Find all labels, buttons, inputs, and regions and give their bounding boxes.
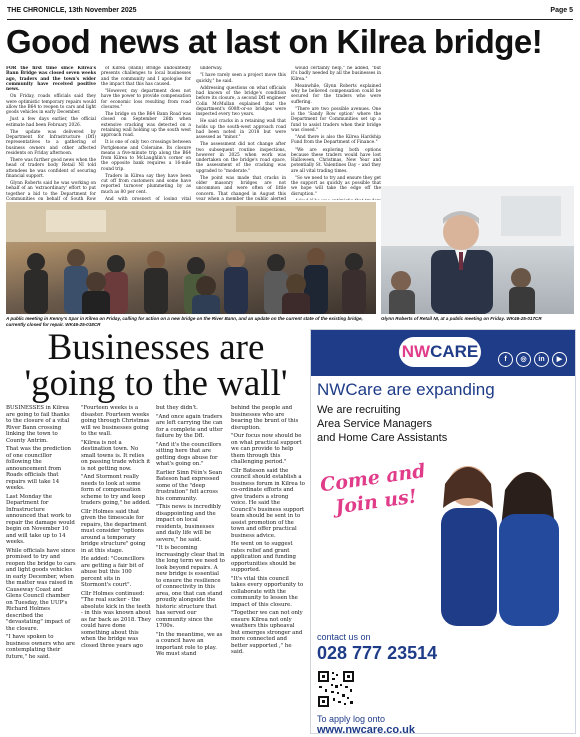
nwcare-logo xyxy=(399,337,481,367)
social-icons xyxy=(495,346,567,367)
linkedin-icon[interactable]: in xyxy=(534,352,549,367)
paragraph: Meanwhile, Glynn Roberts explained why he believed compensation could be secured for the traders who were suffering. xyxy=(291,83,381,105)
story1-column-3 xyxy=(196,66,286,200)
paragraph: "And there is also the Kilrea Hardship Fund from the Department of Finance." xyxy=(291,135,381,146)
advert-recruiting-lines xyxy=(317,403,447,445)
paragraph: Glynn Roberts said he was working on behalf of an 'extraordinary' effort to put together a bid to the Department for Communities on behalf of South Row xyxy=(6,181,96,200)
paragraph xyxy=(291,199,381,200)
story2-column-2 xyxy=(81,405,151,732)
meeting-photo-caption: A public meeting in Kenny's Spar in Kilrea on Friday, calling for action on a new bridge on the River Bann, and an update on the current state of the existing bridge, currently closed for repair. WK46-25-018CR xyxy=(6,316,363,327)
instagram-icon[interactable]: ◎ xyxy=(516,352,531,367)
nwcare-advert[interactable] xyxy=(310,329,576,734)
paragraph: "Together we can not only ensure Kilrea not only weathers this upheaval but emerges stronger and more connected and better supported ," he said. xyxy=(231,610,303,655)
paragraph: The update was delivered by Department for Infrastructure (DfI) representatives to a gathering of business owners and other affected residents on Friday afternoon. xyxy=(6,129,96,156)
paragraph: "This news is incredibly disappointing and the impact on local residents, businesses and daily life will be severe," he said. xyxy=(156,504,222,543)
paragraph: underway. xyxy=(200,66,223,71)
paragraph: The point was made that cracks in older masonry bridges are not uncommon and were often of little concern. That changed in August this year when a member the public alerted xyxy=(196,175,286,200)
come-and-join-us-slogan: Come and Join us! xyxy=(318,459,427,519)
facebook-icon[interactable]: f xyxy=(498,352,513,367)
paragraph: "Kilrea is not a destination town. No small towns is. It relies on passing trade which it is not getting now. xyxy=(81,439,151,472)
publication-dateline: THE CHRONICLE, 13th November 2025 xyxy=(7,7,137,14)
paragraph: "So we need to try and ensure they get the support as quickly as possible that we hope will take the edge off the disruption." xyxy=(291,175,381,197)
paragraph: "However, my department does not have the power to provide compensation for economic loss resulting from road closures." xyxy=(101,89,191,110)
story2-headline: Businesses are 'going to the wall' xyxy=(24,327,288,404)
advert-line-3: and Home Care Assistants xyxy=(317,432,448,444)
paragraph: of Kilrea (Bann) Bridge undoubtedly presents challenges to local businesses and the community and I apologise for the impact that this has caused. xyxy=(101,66,191,87)
story2-column-1 xyxy=(6,405,76,732)
glynn-roberts-caption: Glynn Roberts of Retail NI, at a public meeting on Friday. WK46-25-017CR xyxy=(381,316,542,321)
glynn-roberts-photo xyxy=(381,186,574,314)
paragraph: "I have spoken to business owners who are contemplating their future," he said. xyxy=(6,634,75,660)
paragraph: Just a few days earlier, the official estimate had been February 2026. xyxy=(6,117,96,128)
paragraph: "Our focus now should be on what practical support we can provide to help them through this challenging period." xyxy=(231,433,302,465)
staff-photo-illustration xyxy=(423,448,573,626)
page-number: Page 5 xyxy=(550,7,573,14)
story1-column-1 xyxy=(6,66,96,200)
paragraph: "I have rarely seen a project move this quickly," he said. xyxy=(196,73,286,84)
paragraph: Cllr Holmes continued: "The real sucker - the absolute kick in the teeth - in this was known about as far back as 2018. They could have done something about this when the bridge was closed three years ago xyxy=(81,590,151,649)
paragraph: That was the prediction of one councillor following the announcement from Roads officials that repairs will take 14 weeks. xyxy=(6,446,72,491)
paragraph: Cllr Bateson said the council should establish a business forum in Kilrea to co-ordinate efforts and give traders a strong voice. He said the Council's business support team should be sent in to assist promotion of the town and offer practical business advice. xyxy=(231,467,305,539)
phone-number[interactable]: 028 777 23514 xyxy=(317,643,438,663)
paragraph: On Friday, roads officials said they were optimistic temporary repairs would allow the B64 to reopen to cars and light goods vehicles in early December. xyxy=(6,94,96,115)
meeting-photo-illustration xyxy=(6,202,376,314)
paragraph: behind the people and businesses who are bearing the brunt of this disruption. xyxy=(231,405,299,431)
advert-line-1: We are recruiting xyxy=(317,404,401,416)
paragraph: The bridge on the B64 Bann Road was closed on September 26th when extensive cracking was detected on a retaining wall holding up the south west approach road. xyxy=(101,112,191,138)
apply-info xyxy=(317,714,415,734)
qr-code-icon[interactable] xyxy=(317,670,355,708)
paragraph: "In the meantime, we as a council have an important role to play. We must stand xyxy=(156,631,223,657)
main-headline: Good news at last on Kilrea bridge! xyxy=(6,23,543,60)
contact-label: contact us on xyxy=(317,632,371,642)
advert-banner xyxy=(311,330,575,376)
meeting-photo xyxy=(6,202,376,314)
advert-line-2: Area Service Managers xyxy=(317,418,432,430)
paragraph: Cllr Holmes said that given the timescale for repairs, the department must consider "options around a temporary bridge structure" going in at this stage. xyxy=(81,508,147,554)
page-header xyxy=(7,5,573,20)
paragraph: "Fourteen weeks is a disaster. Fourteen weeks going through Christmas will we businesses going to the wall. xyxy=(81,405,150,437)
paragraph: There was further good news when the head of traders body Retail NI told attendees he was confident of securing financial support. xyxy=(6,158,96,179)
paragraph: It is one of only two crossings between Portglenone and Coleraine. Its closure means a five-minute trip along the B64 from Kilrea to McLaughlin's corner on the opposite bank requires a 16-mile round trip. xyxy=(101,140,191,172)
website-link[interactable]: www.nwcare.co.uk xyxy=(317,724,416,734)
paragraph: He added: "Councillors are getting a fair bit of abuse but this 100 percent sits in Stormont's court". xyxy=(81,556,145,588)
logo-prefix: NW xyxy=(401,342,431,361)
glynn-roberts-photo-illustration xyxy=(381,186,574,314)
paragraph: Traders in Kilrea say they have been cut off from customers and some have reported turnover plummeting by as much as 80 per cent. xyxy=(101,173,191,195)
paragraph: "And Stormont really needs to look at some form of compensation scheme to try and keep traders going," he added. xyxy=(81,474,151,506)
story1-column-2 xyxy=(101,66,191,200)
story1-column-4 xyxy=(291,66,381,200)
paragraph: He said cracks in a retaining wall that holds up the south-west approach road had been noted in 2018 but were assessed as "minor." xyxy=(196,119,286,140)
apply-label: To apply log onto xyxy=(317,714,386,724)
story2-column-4 xyxy=(231,405,305,732)
paragraph: The assessment did not change after two subsequent routine inspections, however in 2025 when work was undertaken on the bridge's road space, the assessment of the cracking was upgraded to "moderate." xyxy=(196,142,286,174)
paragraph: Last Monday the Department for Infrastructure announced that work to repair the damage would begin on November 10 and will take up to 14 weeks. xyxy=(6,493,75,545)
paragraph: He went on to suggest rates relief and grant application and funding opportunities should be supported. xyxy=(231,541,297,573)
paragraph: but they didn't. xyxy=(156,405,198,411)
paragraph: would certainly help," he added, "but it's badly needed by all the businesses in Kilrea." xyxy=(291,66,381,82)
paragraph: "It is becoming increasingly clear that in the long term we need to look beyond repairs. A new bridge is essential to ensure the resilience of connectivity in this area, one that can stand proudly alongside the historic structure that has served our community since the 1700s. xyxy=(156,545,225,629)
staff-photo xyxy=(423,448,573,626)
paragraph: While officials have since promised to try and reopen the bridge to cars and light goods vehicles in early December, when the matter was raised in Causeway Coast and Glens Council chamber on Tuesday, the UUP's Richard Holmes described the "devastating" impact of the closure. xyxy=(6,547,76,632)
story2-column-3 xyxy=(156,405,226,732)
advert-headline: NWCare are expanding xyxy=(317,380,495,399)
qr-code-graphic xyxy=(317,670,355,708)
paragraph: "There are two possible avenues. One is the 'Sandy Row option' where the Department for Communities set up a fund to assist traders when their bridge was closed." xyxy=(291,106,381,133)
paragraph: "It's vital this council takes every opportunity to collaborate with the community to lessen the impact of this closure. xyxy=(231,575,304,608)
logo-suffix: CARE xyxy=(430,342,479,361)
paragraph: FOR the first time since Kilrea's Bann Bridge was closed seven weeks ago, traders and the town's wider community have received positive news. xyxy=(6,66,96,92)
paragraph: And with prospect of losing vital xyxy=(105,196,191,200)
paragraph: "And it's the councillors sitting here that are getting dogs abuse for what's going on." xyxy=(156,441,222,467)
paragraph: Earlier Sinn Féin's Sean Bateson had expressed some of the "deep frustration" felt across his community. xyxy=(156,469,223,502)
paragraph: BUSINESSES in Kilrea are going to fail thanks to the closure of a vital River Bann crossing linking the town to County Antrim. xyxy=(6,405,70,444)
paragraph: "We are exploring both options because these traders would have lost Halloween, Christmas, New Year and potentially St. Valentines Day – and they are all vital trading times. xyxy=(291,147,381,174)
youtube-icon[interactable]: ▶ xyxy=(552,352,567,367)
paragraph: Addressing questions on what officials had known of the bridge's condition before its closure, a second DfI engineer Colin McMullan explained that the department's 600ft-or-so bridges were inspected every two years. xyxy=(196,85,286,117)
paragraph: "And once again traders are left carrying the can for a complete and utter failure by the DfI. xyxy=(156,413,223,439)
